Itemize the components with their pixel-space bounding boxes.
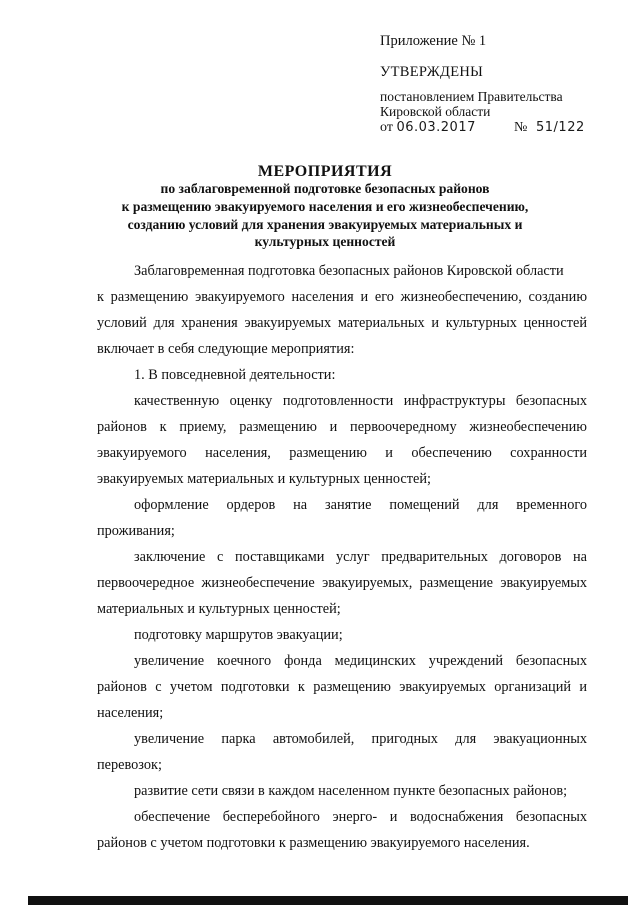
item-6-line-1: увеличение парка автомобилей, пригодных для эвакуационных (134, 731, 587, 747)
title-line-3: созданию условий для хранения эвакуируемых материальных и (127, 216, 523, 232)
appendix-label: Приложение № 1 (380, 33, 487, 49)
intro-line-1: Заблаговременная подготовка безопасных районов Кировской области (134, 263, 564, 279)
item-8-line-2: районов с учетом подготовки к размещению эвакуируемого населения. (97, 835, 530, 851)
title-line-1: по заблаговременной подготовке безопасных районов (160, 181, 490, 196)
approval-stamp (380, 33, 620, 135)
title-line-4: культурных ценностей (254, 234, 396, 250)
item-6-line-2: перевозок; (97, 757, 162, 773)
approver-block (380, 89, 620, 119)
item-7-line-1: развитие сети связи в каждом населенном пункте безопасных районов; (134, 783, 568, 799)
item-3-line-3: материальных и культурных ценностей; (97, 601, 341, 617)
intro-line-2: к размещению эвакуируемого населения и его жизнеобеспечению, созданию (97, 289, 587, 305)
approved-label: УТВЕРЖДЕНЫ (380, 64, 484, 80)
date-value: 06.03.2017 (396, 120, 476, 135)
item-5-line-1: увеличение коечного фонда медицинских учреждений безопасных (134, 653, 587, 669)
item-5-line-3: населения; (97, 705, 164, 721)
scan-edge-bar (28, 896, 628, 905)
date-number-line (380, 120, 620, 135)
item-8-line-1: обеспечение бесперебойного энерго- и водоснабжения безопасных (134, 809, 587, 825)
item-1-line-3: эвакуируемого населения, размещению и обеспечению сохранности (97, 445, 587, 461)
item-5-line-2: районов с учетом подготовки к размещению эвакуируемых организаций и (97, 679, 587, 695)
number-prefix: № (514, 120, 528, 135)
number-value: 51/122 (536, 120, 585, 135)
document-title (60, 163, 590, 251)
approver-line-1: постановлением Правительства (380, 89, 563, 104)
title-line-2: к размещению эвакуируемого населения и его жизнеобеспечению, (121, 198, 529, 214)
item-4-line-1: подготовку маршрутов эвакуации; (134, 627, 343, 643)
intro-line-4: включает в себя следующие мероприятия: (97, 341, 355, 357)
item-1-line-4: эвакуируемых материальных и культурных ценностей; (97, 471, 431, 487)
title-main: МЕРОПРИЯТИЯ (257, 163, 393, 180)
item-1-line-2: районов к приему, размещению и первоочередному жизнеобеспечению (97, 419, 587, 435)
item-2-line-1: оформление ордеров на занятие помещений для временного (134, 497, 587, 513)
date-prefix: от (380, 120, 393, 135)
item-2-line-2: проживания; (97, 523, 175, 539)
item-1-line-1: качественную оценку подготовленности инфраструктуры безопасных (134, 393, 587, 409)
item-3-line-1: заключение с поставщиками услуг предварительных договоров на (134, 549, 587, 565)
section-1-heading: 1. В повседневной деятельности: (134, 367, 336, 383)
intro-line-3: условий для хранения эвакуируемых материальных и культурных ценностей (97, 315, 587, 331)
item-3-line-2: первоочередное жизнеобеспечение эвакуируемых, размещение эвакуируемых (97, 575, 587, 591)
approver-line-2: Кировской области (380, 104, 491, 119)
